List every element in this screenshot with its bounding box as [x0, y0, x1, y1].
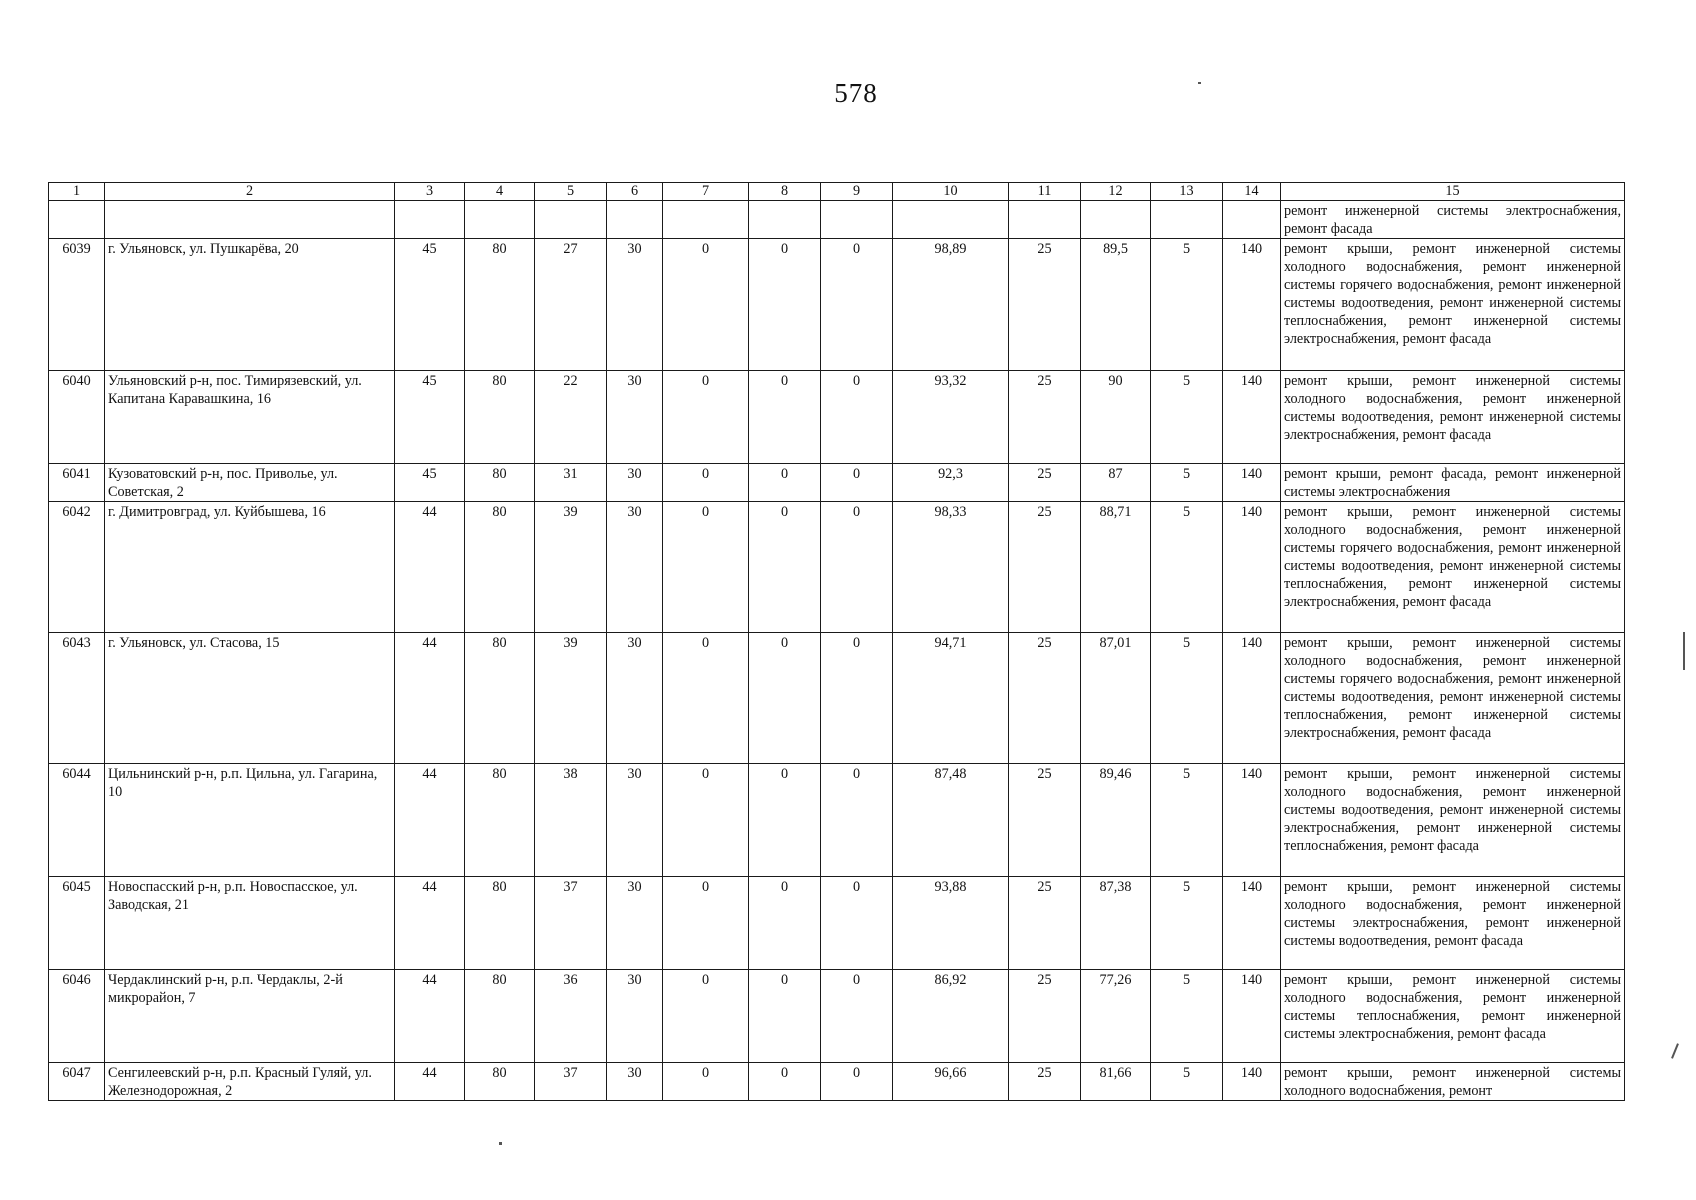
table-row	[49, 239, 1625, 371]
value-cell: 45	[395, 239, 465, 371]
value-cell: 25	[1009, 970, 1081, 1063]
value-cell: 88,71	[1081, 502, 1151, 633]
value-cell: 93,32	[893, 371, 1009, 464]
page-number: 578	[834, 78, 878, 108]
value-cell: 5	[1151, 371, 1223, 464]
address-cell: г. Димитровград, ул. Куйбышева, 16	[105, 502, 395, 633]
value-cell: 25	[1009, 764, 1081, 877]
column-header: 13	[1151, 183, 1223, 201]
repair-register-table	[48, 182, 1625, 1101]
value-cell: 44	[395, 633, 465, 764]
column-header: 2	[105, 183, 395, 201]
value-cell: 30	[607, 633, 663, 764]
address-cell: Чердаклинский р-н, р.п. Чердаклы, 2-й микрорайон, 7	[105, 970, 395, 1063]
value-cell: 30	[607, 239, 663, 371]
value-cell: 25	[1009, 239, 1081, 371]
scan-mark	[1671, 1043, 1679, 1059]
value-cell: 30	[607, 764, 663, 877]
value-cell: 45	[395, 371, 465, 464]
row-number: 6044	[49, 764, 105, 877]
value-cell: 80	[465, 1063, 535, 1101]
value-cell: 0	[663, 502, 749, 633]
value-cell: 0	[821, 239, 893, 371]
value-cell: 30	[607, 970, 663, 1063]
value-cell: 5	[1151, 633, 1223, 764]
value-cell: 5	[1151, 970, 1223, 1063]
value-cell: 80	[465, 502, 535, 633]
table-row	[49, 502, 1625, 633]
column-header: 5	[535, 183, 607, 201]
row-number: 6047	[49, 1063, 105, 1101]
value-cell: 80	[465, 239, 535, 371]
value-cell: 80	[465, 633, 535, 764]
work-description: ремонт крыши, ремонт фасада, ремонт инженерной системы электроснабжения	[1281, 464, 1625, 502]
row-number: 6043	[49, 633, 105, 764]
row-number: 6046	[49, 970, 105, 1063]
value-cell: 0	[749, 239, 821, 371]
value-cell: 140	[1223, 464, 1281, 502]
work-description: ремонт крыши, ремонт инженерной системы холодного водоснабжения, ремонт инженерной системы горячего водоснабжения, ремонт инженерной системы водоотведения, ремонт инженерной системы теплоснабжения, ремонт инженерной системы электроснабжения, ремонт фасада	[1281, 502, 1625, 633]
scan-speck	[499, 1142, 502, 1145]
scan-mark	[1683, 632, 1685, 670]
value-cell: 0	[663, 970, 749, 1063]
value-cell: 87	[1081, 464, 1151, 502]
row-number: 6040	[49, 371, 105, 464]
value-cell: 0	[663, 371, 749, 464]
value-cell: 87,38	[1081, 877, 1151, 970]
value-cell: 39	[535, 633, 607, 764]
value-cell: 80	[465, 970, 535, 1063]
value-cell: 0	[749, 970, 821, 1063]
value-cell: 140	[1223, 633, 1281, 764]
value-cell: 44	[395, 502, 465, 633]
value-cell: 0	[663, 764, 749, 877]
value-cell: 22	[535, 371, 607, 464]
value-cell: 94,71	[893, 633, 1009, 764]
value-cell: 87,01	[1081, 633, 1151, 764]
work-description: ремонт крыши, ремонт инженерной системы холодного водоснабжения, ремонт	[1281, 1063, 1625, 1101]
value-cell: 25	[1009, 371, 1081, 464]
value-cell: 37	[535, 877, 607, 970]
table-row	[49, 464, 1625, 502]
value-cell: 0	[821, 502, 893, 633]
value-cell: 80	[465, 371, 535, 464]
value-cell: 0	[821, 877, 893, 970]
value-cell: 140	[1223, 877, 1281, 970]
value-cell: 5	[1151, 764, 1223, 877]
value-cell: 0	[663, 464, 749, 502]
row-number: 6041	[49, 464, 105, 502]
value-cell: 80	[465, 764, 535, 877]
value-cell: 0	[749, 464, 821, 502]
address-cell: г. Ульяновск, ул. Стасова, 15	[105, 633, 395, 764]
value-cell: 140	[1223, 1063, 1281, 1101]
value-cell: 0	[821, 764, 893, 877]
value-cell: 0	[749, 371, 821, 464]
value-cell: 96,66	[893, 1063, 1009, 1101]
value-cell: 140	[1223, 502, 1281, 633]
value-cell: 27	[535, 239, 607, 371]
address-cell: Новоспасский р-н, р.п. Новоспасское, ул. Заводская, 21	[105, 877, 395, 970]
column-header: 7	[663, 183, 749, 201]
value-cell: 0	[749, 633, 821, 764]
row-number: 6045	[49, 877, 105, 970]
column-header: 9	[821, 183, 893, 201]
column-header: 1	[49, 183, 105, 201]
column-header: 4	[465, 183, 535, 201]
value-cell: 0	[821, 633, 893, 764]
value-cell: 140	[1223, 764, 1281, 877]
column-header: 14	[1223, 183, 1281, 201]
address-cell: г. Ульяновск, ул. Пушкарёва, 20	[105, 239, 395, 371]
value-cell: 0	[663, 877, 749, 970]
column-header: 6	[607, 183, 663, 201]
table-row	[49, 764, 1625, 877]
value-cell: 0	[663, 1063, 749, 1101]
value-cell: 98,33	[893, 502, 1009, 633]
value-cell: 30	[607, 371, 663, 464]
value-cell: 81,66	[1081, 1063, 1151, 1101]
value-cell: 30	[607, 877, 663, 970]
value-cell: 140	[1223, 970, 1281, 1063]
table-row	[49, 371, 1625, 464]
column-header: 12	[1081, 183, 1151, 201]
column-header: 3	[395, 183, 465, 201]
value-cell: 44	[395, 1063, 465, 1101]
value-cell: 45	[395, 464, 465, 502]
work-description: ремонт крыши, ремонт инженерной системы холодного водоснабжения, ремонт инженерной системы электроснабжения, ремонт инженерной системы водоотведения, ремонт фасада	[1281, 877, 1625, 970]
table-row	[49, 633, 1625, 764]
column-number-row	[49, 183, 1625, 201]
work-description: ремонт крыши, ремонт инженерной системы холодного водоснабжения, ремонт инженерной системы водоотведения, ремонт инженерной системы электроснабжения, ремонт фасада	[1281, 371, 1625, 464]
work-description: ремонт инженерной системы электроснабжения, ремонт фасада	[1281, 201, 1625, 239]
value-cell: 0	[749, 764, 821, 877]
value-cell: 0	[749, 502, 821, 633]
value-cell: 0	[749, 877, 821, 970]
column-header: 15	[1281, 183, 1625, 201]
value-cell: 36	[535, 970, 607, 1063]
value-cell: 0	[821, 371, 893, 464]
column-header: 10	[893, 183, 1009, 201]
value-cell: 25	[1009, 633, 1081, 764]
value-cell: 5	[1151, 877, 1223, 970]
value-cell: 93,88	[893, 877, 1009, 970]
table-row	[49, 970, 1625, 1063]
scan-speck	[1198, 82, 1201, 84]
value-cell: 30	[607, 1063, 663, 1101]
value-cell: 92,3	[893, 464, 1009, 502]
value-cell: 87,48	[893, 764, 1009, 877]
value-cell: 77,26	[1081, 970, 1151, 1063]
continuation-row	[49, 201, 1625, 239]
value-cell: 140	[1223, 371, 1281, 464]
value-cell: 86,92	[893, 970, 1009, 1063]
value-cell: 5	[1151, 239, 1223, 371]
value-cell: 0	[749, 1063, 821, 1101]
value-cell: 0	[821, 464, 893, 502]
value-cell: 39	[535, 502, 607, 633]
work-description: ремонт крыши, ремонт инженерной системы холодного водоснабжения, ремонт инженерной системы горячего водоснабжения, ремонт инженерной системы водоотведения, ремонт инженерной системы теплоснабжения, ремонт инженерной системы электроснабжения, ремонт фасада	[1281, 239, 1625, 371]
work-description: ремонт крыши, ремонт инженерной системы холодного водоснабжения, ремонт инженерной системы горячего водоснабжения, ремонт инженерной системы водоотведения, ремонт инженерной системы теплоснабжения, ремонт инженерной системы электроснабжения, ремонт фасада	[1281, 633, 1625, 764]
address-cell: Ульяновский р-н, пос. Тимирязевский, ул. Капитана Каравашкина, 16	[105, 371, 395, 464]
value-cell: 89,5	[1081, 239, 1151, 371]
table-row	[49, 877, 1625, 970]
value-cell: 5	[1151, 464, 1223, 502]
value-cell: 90	[1081, 371, 1151, 464]
value-cell: 0	[821, 1063, 893, 1101]
value-cell: 98,89	[893, 239, 1009, 371]
value-cell: 25	[1009, 877, 1081, 970]
value-cell: 25	[1009, 1063, 1081, 1101]
value-cell: 80	[465, 877, 535, 970]
value-cell: 5	[1151, 1063, 1223, 1101]
column-header: 11	[1009, 183, 1081, 201]
value-cell: 5	[1151, 502, 1223, 633]
value-cell: 25	[1009, 464, 1081, 502]
value-cell: 0	[821, 970, 893, 1063]
row-number: 6042	[49, 502, 105, 633]
value-cell: 25	[1009, 502, 1081, 633]
address-cell: Цильнинский р-н, р.п. Цильна, ул. Гагарина, 10	[105, 764, 395, 877]
value-cell: 44	[395, 970, 465, 1063]
address-cell: Кузоватовский р-н, пос. Приволье, ул. Советская, 2	[105, 464, 395, 502]
value-cell: 80	[465, 464, 535, 502]
value-cell: 0	[663, 239, 749, 371]
work-description: ремонт крыши, ремонт инженерной системы холодного водоснабжения, ремонт инженерной системы водоотведения, ремонт инженерной системы электроснабжения, ремонт инженерной системы теплоснабжения, ремонт фасада	[1281, 764, 1625, 877]
table-row	[49, 1063, 1625, 1101]
address-cell: Сенгилеевский р-н, р.п. Красный Гуляй, ул. Железнодорожная, 2	[105, 1063, 395, 1101]
value-cell: 44	[395, 764, 465, 877]
value-cell: 44	[395, 877, 465, 970]
work-description: ремонт крыши, ремонт инженерной системы холодного водоснабжения, ремонт инженерной системы теплоснабжения, ремонт инженерной системы электроснабжения, ремонт фасада	[1281, 970, 1625, 1063]
value-cell: 140	[1223, 239, 1281, 371]
value-cell: 30	[607, 464, 663, 502]
value-cell: 30	[607, 502, 663, 633]
value-cell: 0	[663, 633, 749, 764]
row-number: 6039	[49, 239, 105, 371]
value-cell: 37	[535, 1063, 607, 1101]
value-cell: 31	[535, 464, 607, 502]
value-cell: 89,46	[1081, 764, 1151, 877]
column-header: 8	[749, 183, 821, 201]
value-cell: 38	[535, 764, 607, 877]
